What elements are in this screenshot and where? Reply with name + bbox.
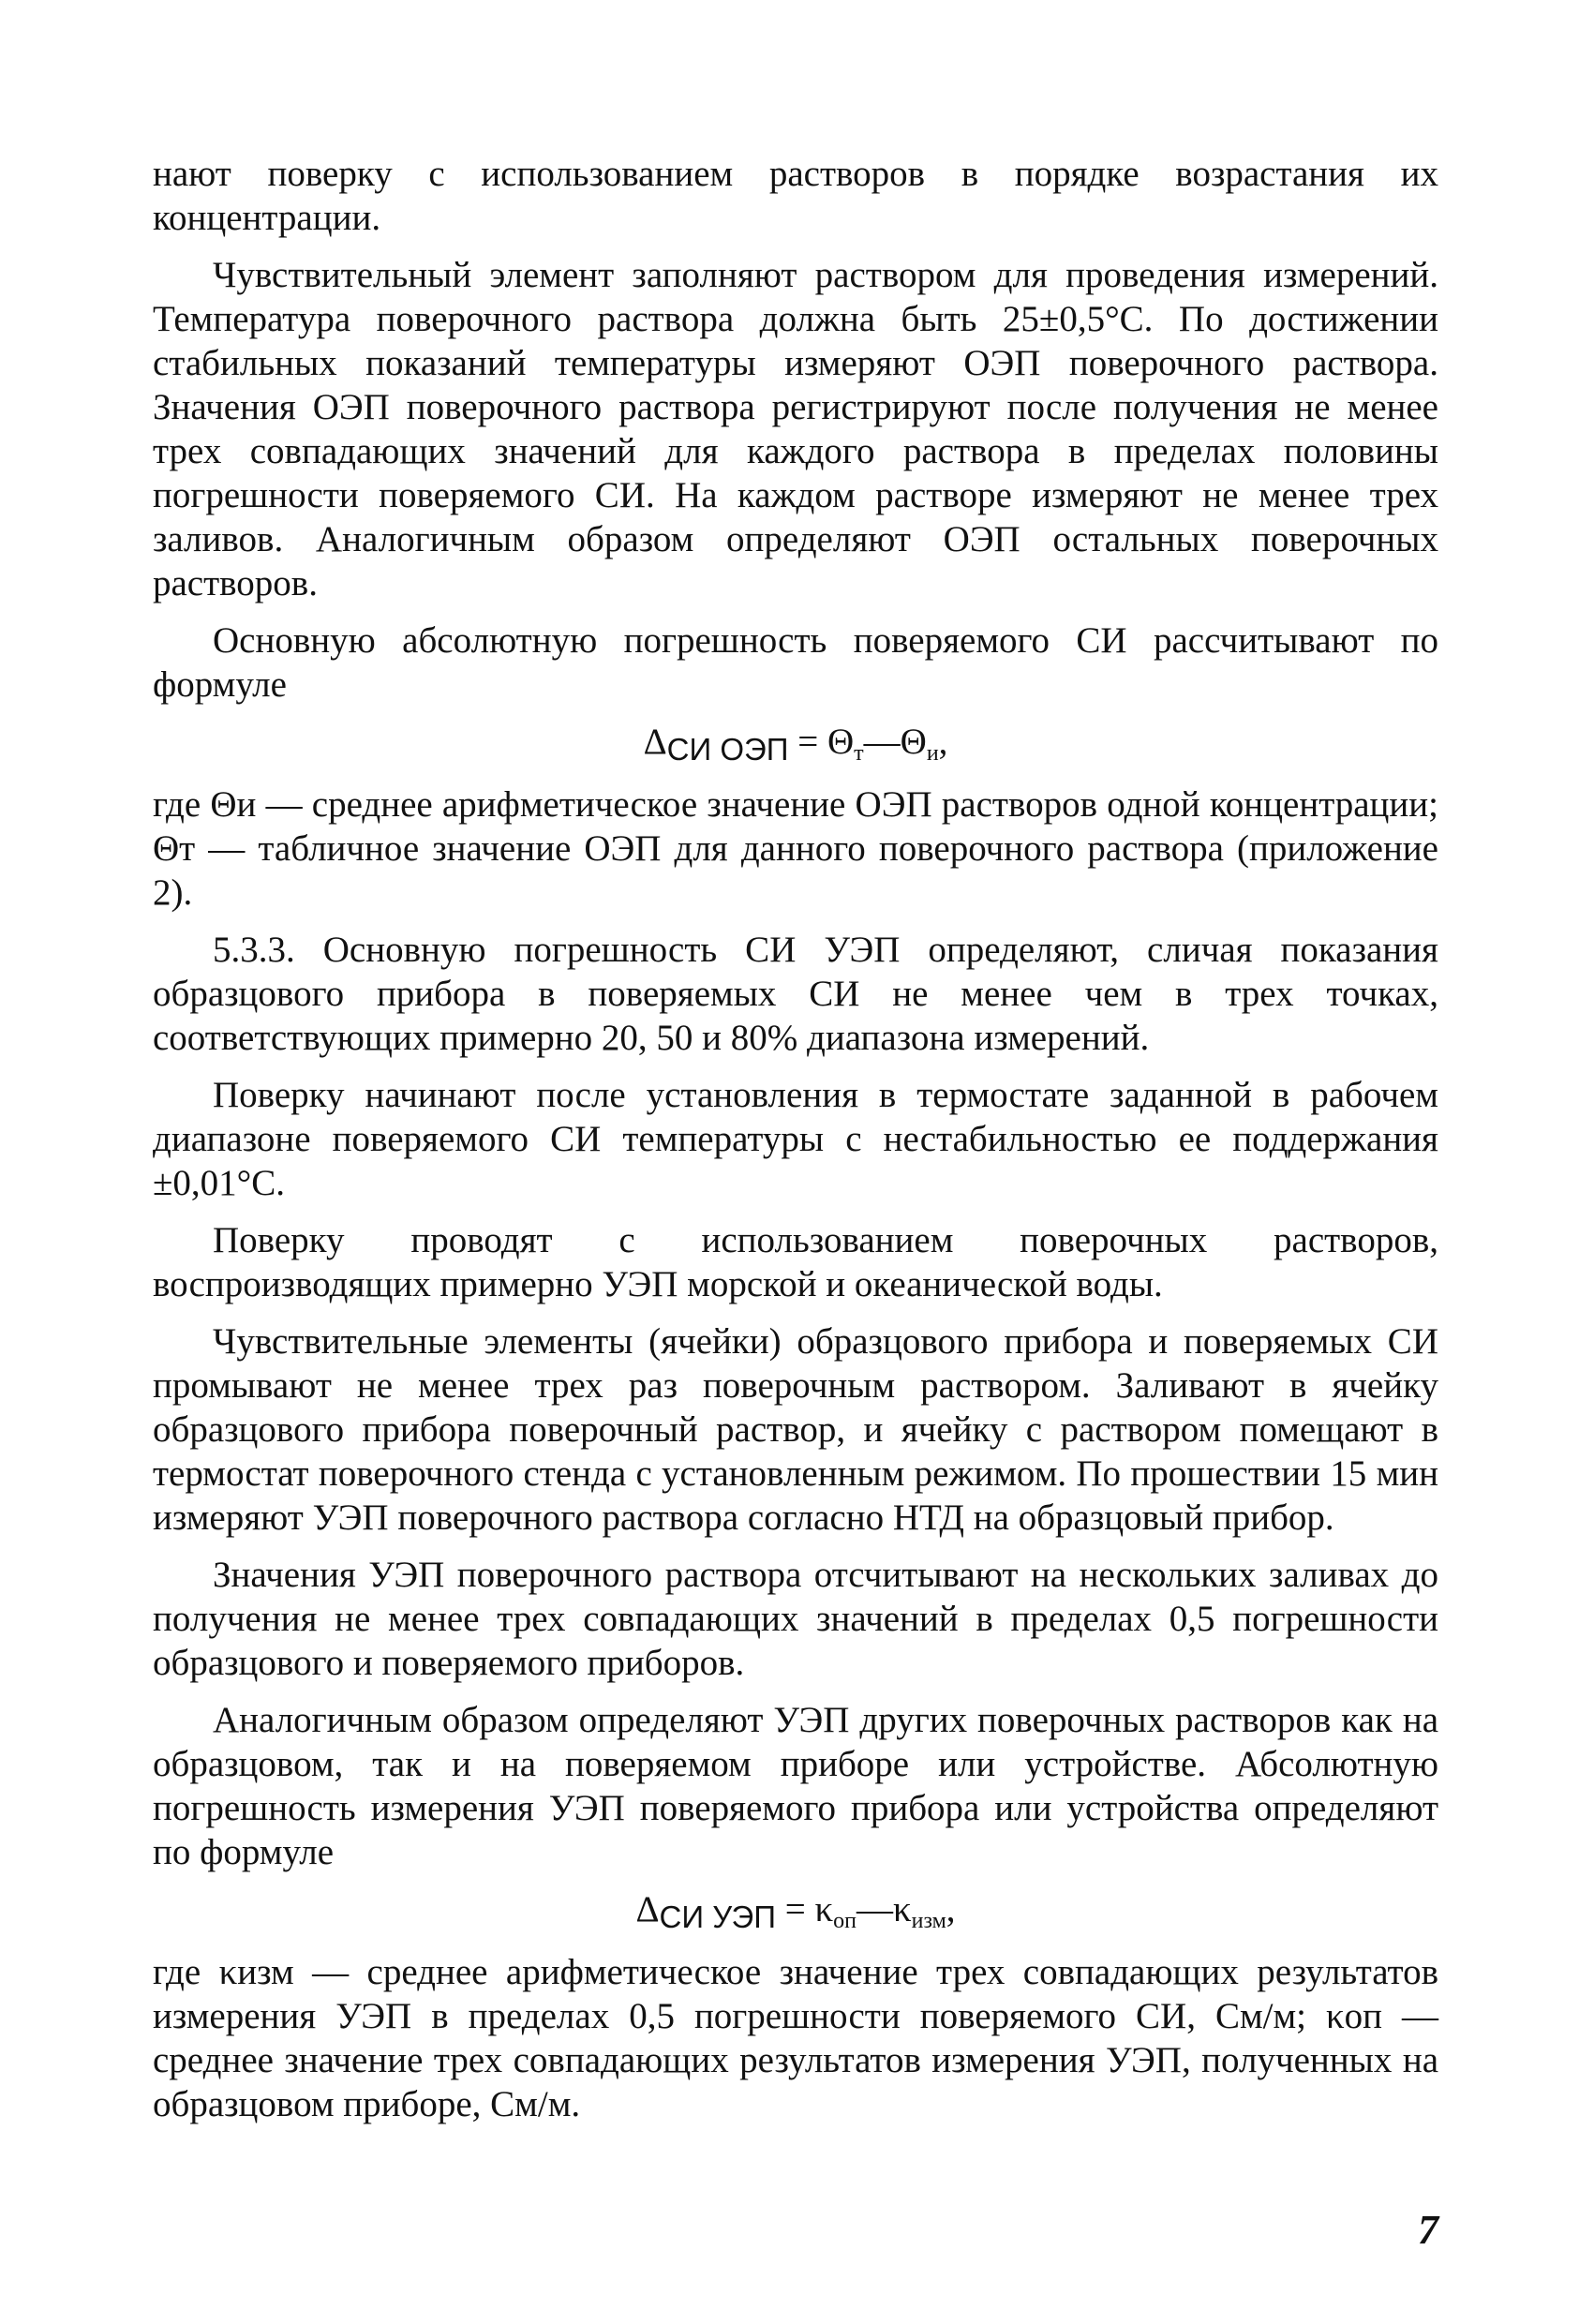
- formula2-kappa-izm-subscript: изм: [911, 1909, 946, 1933]
- paragraph-uep-readings: Значения УЭП поверочного раствора отсчитывают на нескольких заливах до получения не менее трех совпадающих значений в пределах 0,5 погрешности образцового и поверяемого приборов.: [153, 1555, 1438, 1683]
- formula1-delta-subscript: СИ ОЭП: [666, 732, 789, 767]
- paragraph-other-solutions: Аналогичным образом определяют УЭП других поверочных растворов как на образцовом, так и на поверяемом приборе или устройстве. Абсолютную погрешность измерения УЭП поверяемого прибора или устройства определяют по формуле: [153, 1700, 1438, 1872]
- formula1-trailing-comma: ,: [938, 722, 948, 762]
- formula2-delta-subscript: СИ УЭП: [659, 1899, 776, 1934]
- formula1-equals: =: [797, 722, 819, 762]
- formula-oep-error: [153, 720, 1438, 767]
- paragraph-verification-solutions: Поверку проводят с использованием поверочных растворов, воспроизводящих примерно УЭП морской и океанической воды.: [153, 1220, 1438, 1304]
- formula2-trailing-comma: ,: [946, 1889, 956, 1929]
- paragraph-thermostat: Поверку начинают после установления в термостате заданной в рабочем диапазоне поверяемого СИ температуры с нестабильностью ее поддержания ±0,01°С.: [153, 1075, 1438, 1203]
- formula1-theta-i: Θ: [900, 722, 927, 762]
- paragraph-continuation: нают поверку с использованием растворов в порядке возрастания их концентрации.: [153, 154, 1438, 238]
- paragraph-formula2-explanation: где κизм — среднее арифметическое значение трех совпадающих результатов измерения УЭП в пределах 0,5 погрешности поверяемого СИ, См/м; κоп — среднее значение трех совпадающих результатов измерения УЭП, полученных на образцовом приборе, См/м.: [153, 1952, 1438, 2124]
- paragraph-cells-rinsing: Чувствительные элементы (ячейки) образцового прибора и поверяемых СИ промывают не менее трех раз поверочным раствором. Заливают в ячейку образцового прибора поверочный раствор, и ячейку с раствором помещают в термостат поверочного стенда с установленным режимом. По прошествии 15 мин измеряют УЭП поверочного раствора согласно НТД на образцовый прибор.: [153, 1321, 1438, 1538]
- page-number: 7: [1418, 2207, 1438, 2253]
- formula-uep-error: [153, 1887, 1438, 1934]
- formula2-equals: =: [784, 1889, 806, 1929]
- formula2-kappa-izm: κ: [892, 1889, 912, 1929]
- formula1-theta-i-subscript: и: [926, 741, 939, 766]
- paragraph-sensitive-element: Чувствительный элемент заполняют раствором для проведения измерений. Температура поверочного раствора должна быть 25±0,5°С. По достижении стабильных показаний температуры измеряют ОЭП поверочного раствора. Значения ОЭП поверочного раствора регистрируют после получения не менее трех совпадающих значений для каждого раствора в пределах половины погрешности поверяемого СИ. На каждом растворе измеряют не менее трех заливов. Аналогичным образом определяют ОЭП остальных поверочных растворов.: [153, 255, 1438, 603]
- formula2-kappa-op: κ: [814, 1889, 834, 1929]
- formula1-theta-t: Θ: [827, 722, 855, 762]
- formula2-minus: —: [856, 1889, 893, 1929]
- paragraph-formula1-explanation: где Θи — среднее арифметическое значение ОЭП растворов одной концентрации; Θт — табличное значение ОЭП для данного поверочного раствора (приложение 2).: [153, 784, 1438, 913]
- formula1-minus: —: [863, 722, 901, 762]
- formula2-delta: Δ: [635, 1889, 660, 1929]
- formula2-kappa-op-subscript: оп: [833, 1909, 857, 1933]
- page-body: [153, 152, 1438, 2139]
- formula1-theta-t-subscript: т: [854, 741, 864, 766]
- formula1-delta: Δ: [643, 722, 667, 762]
- paragraph-basic-error: Основную абсолютную погрешность поверяемого СИ рассчитывают по формуле: [153, 620, 1438, 705]
- paragraph-section-5-3-3: 5.3.3. Основную погрешность СИ УЭП определяют, сличая показания образцового прибора в поверяемых СИ не менее чем в трех точках, соответствующих примерно 20, 50 и 80% диапазона измерений.: [153, 930, 1438, 1058]
